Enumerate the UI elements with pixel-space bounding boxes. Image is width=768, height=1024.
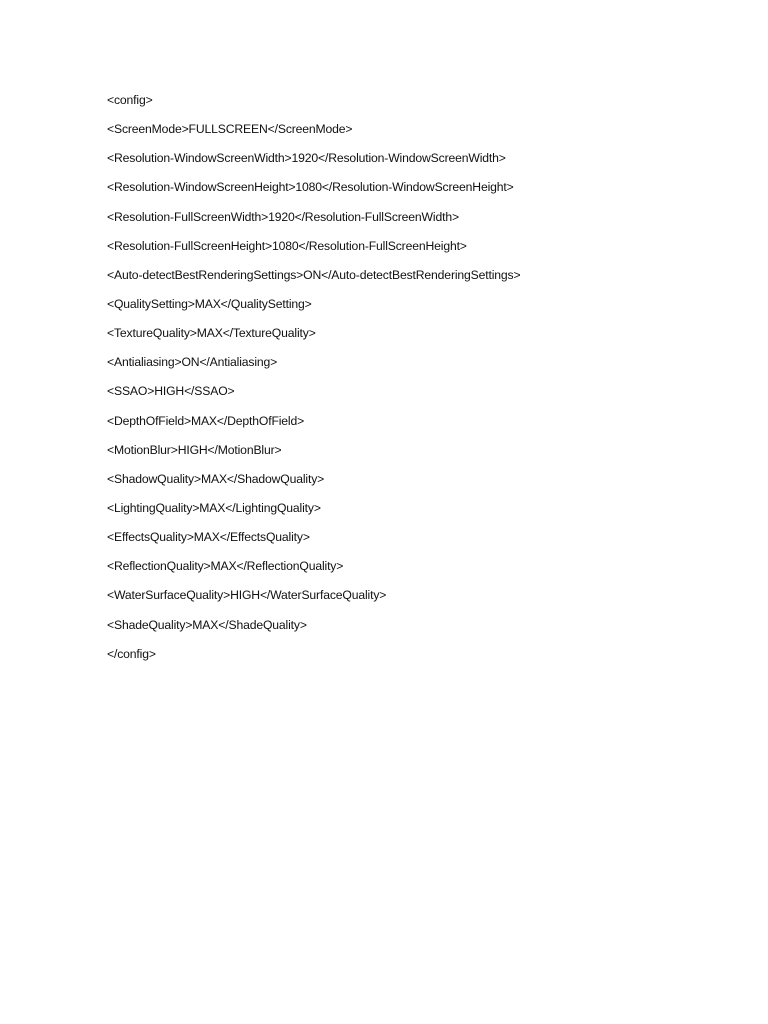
lighting-quality-line: <LightingQuality>MAX</LightingQuality> xyxy=(107,500,321,515)
screen-mode-line: <ScreenMode>FULLSCREEN</ScreenMode> xyxy=(107,122,353,137)
motion-blur-line: <MotionBlur>HIGH</MotionBlur> xyxy=(107,442,282,457)
shade-quality-line: <ShadeQuality>MAX</ShadeQuality> xyxy=(107,617,307,632)
texture-quality-line: <TextureQuality>MAX</TextureQuality> xyxy=(107,326,316,341)
water-surface-quality-line: <WaterSurfaceQuality>HIGH</WaterSurfaceQuality> xyxy=(107,588,387,603)
config-close-line: </config> xyxy=(107,646,156,661)
shadow-quality-line: <ShadowQuality>MAX</ShadowQuality> xyxy=(107,471,325,486)
ssao-line: <SSAO>HIGH</SSAO> xyxy=(107,384,235,399)
config-open-line: <config> xyxy=(107,93,153,107)
antialiasing-line: <Antialiasing>ON</Antialiasing> xyxy=(107,355,278,370)
quality-setting-line: <QualitySetting>MAX</QualitySetting> xyxy=(107,296,312,311)
fullscreen-width-line: <Resolution-FullScreenWidth>1920</Resolution-FullScreenWidth> xyxy=(107,209,459,224)
auto-detect-line: <Auto-detectBestRenderingSettings>ON</Auto-detectBestRenderingSettings> xyxy=(107,267,521,282)
window-height-line: <Resolution-WindowScreenHeight>1080</Resolution-WindowScreenHeight> xyxy=(107,180,514,195)
effects-quality-line: <EffectsQuality>MAX</EffectsQuality> xyxy=(107,530,310,545)
fullscreen-height-line: <Resolution-FullScreenHeight>1080</Resolution-FullScreenHeight> xyxy=(107,238,467,253)
window-width-line: <Resolution-WindowScreenWidth>1920</Resolution-WindowScreenWidth> xyxy=(107,151,506,166)
depth-of-field-line: <DepthOfField>MAX</DepthOfField> xyxy=(107,413,305,428)
reflection-quality-line: <ReflectionQuality>MAX</ReflectionQuality> xyxy=(107,559,344,574)
